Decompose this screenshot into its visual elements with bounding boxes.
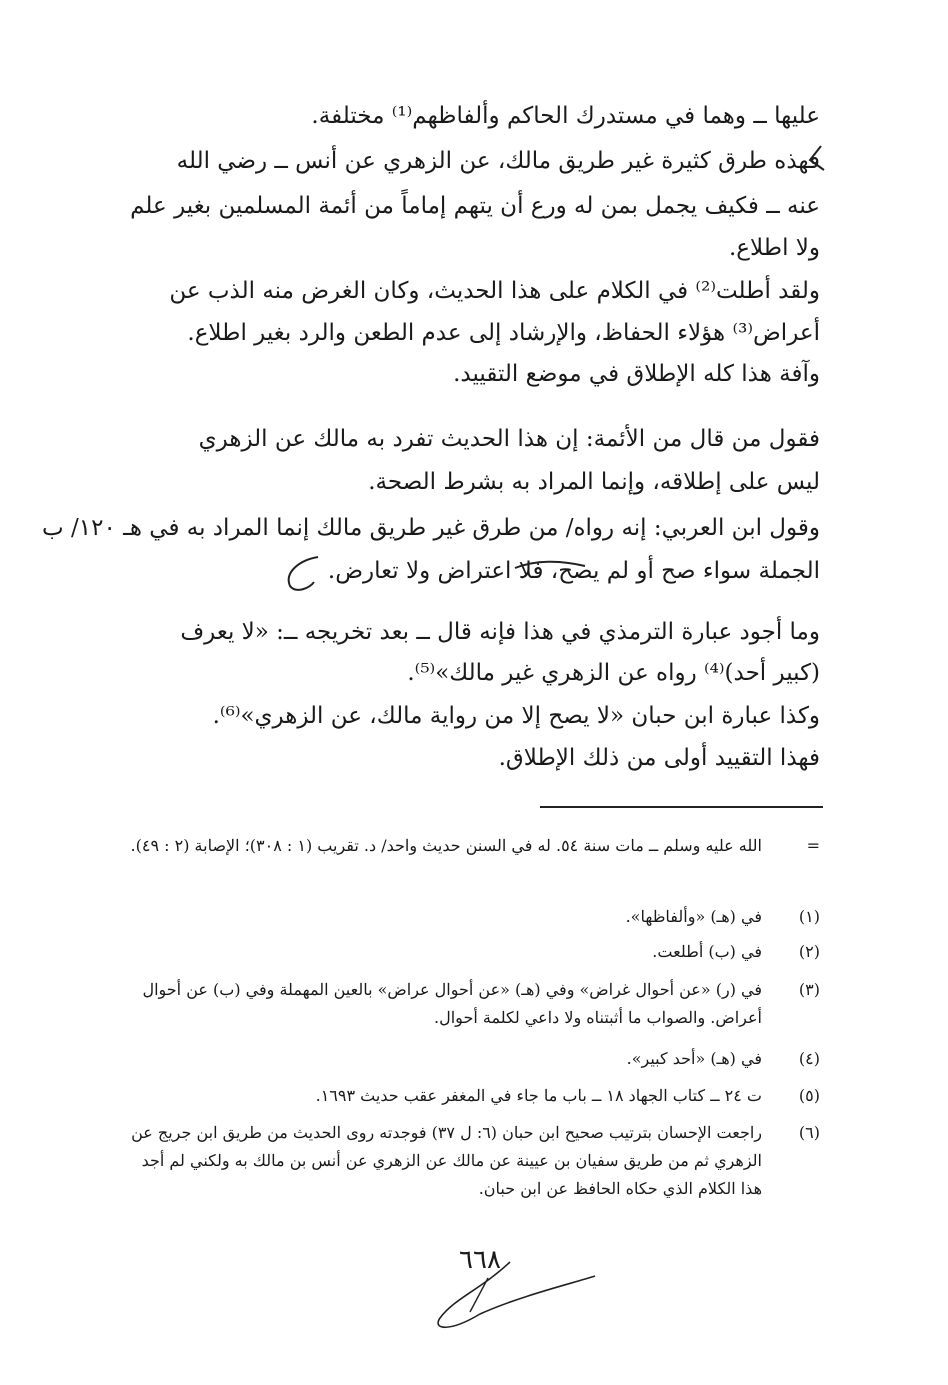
body-line-13: (كبير أحد)⁽⁴⁾ رواه عن الزهري غير مالك»⁽⁵⁾. — [407, 660, 820, 686]
footnote-text: في (هـ) «أحد كبير». — [626, 1049, 762, 1068]
body-line-5: ولقد أطلت⁽²⁾ في الكلام على هذا الحديث، وكان الغرض منه الذب عن — [169, 278, 820, 304]
footnote-text: في (ب) أطلعت. — [652, 942, 762, 961]
footnote-separator — [540, 806, 823, 808]
body-line-1: عليها ــ وهما في مستدرك الحاكم وألفاظهم⁽¹⁾ مختلفة. — [311, 103, 820, 129]
footnote-marker: (٢) — [798, 942, 820, 961]
footnote-5 — [130, 1082, 820, 1112]
footnote-text: في (ر) «عن أحوال غراض» وفي (هـ) «عن أحوال عراض» بالعين المهملة وفي (ب) عن أحوال أعراض. والصواب ما أثبتناه ولا داعي لكلمة أحوال. — [142, 980, 762, 1027]
footnote-marker: (١) — [798, 907, 820, 926]
body-line-11: الجملة سواء صح أو لم يصح، فلا اعتراض ولا تعارض. — [327, 558, 820, 584]
footnote-text: الله عليه وسلم ــ مات سنة ٥٤. له في السنن حديث واحد/ د. تقريب (١ : ٣٠٨)؛ الإصابة (٢ : ٤٩). — [130, 836, 762, 855]
body-line-8: فقول من قال من الأئمة: إن هذا الحديث تفرد به مالك عن الزهري — [198, 426, 820, 452]
footnote-2 — [130, 938, 820, 968]
footnote-text: ت ٢٤ ــ كتاب الجهاد ١٨ ــ باب ما جاء في المغفر عقب حديث ١٦٩٣. — [315, 1086, 762, 1105]
footnote-marker: (٥) — [798, 1086, 820, 1105]
footnote-6 — [130, 1119, 820, 1214]
footnote-marker: (٦) — [798, 1123, 820, 1142]
footnote-4 — [130, 1045, 820, 1075]
body-line-6: أعراض⁽³⁾ هؤلاء الحفاظ، والإرشاد إلى عدم الطعن والرد بغير اطلاع. — [187, 320, 820, 346]
body-line-12: وما أجود عبارة الترمذي في هذا فإنه قال ــ بعد تخريجه ــ: «لا يعرف — [180, 619, 820, 645]
page-number: ٦٦٨ — [459, 1245, 501, 1275]
body-line-9: ليس على إطلاقه، وإنما المراد به بشرط الصحة. — [368, 469, 820, 495]
signature-stroke — [470, 1278, 488, 1312]
footnote-marker: = — [806, 836, 820, 855]
body-line-3: عنه ــ فكيف يجمل بمن له ورع أن يتهم إماماً من أئمة المسلمين بغير علم — [130, 193, 820, 219]
footnote-continuation — [130, 832, 820, 892]
body-line-10: وقول ابن العربي: إنه رواه/ من طرق غير طريق مالك إنما المراد به في هـ ١٢٠/ ب — [42, 515, 820, 541]
body-line-2: فهذه طرق كثيرة غير طريق مالك، عن الزهري عن أنس ــ رضي الله — [176, 148, 820, 174]
footnote-1 — [130, 903, 820, 933]
body-line-7: وآفة هذا كله الإطلاق في موضع التقييد. — [453, 361, 820, 387]
footnote-text: في (هـ) «وألفاظها». — [625, 907, 762, 926]
footnote-marker: (٣) — [798, 980, 820, 999]
body-line-14: وكذا عبارة ابن حبان «لا يصح إلا من رواية مالك، عن الزهري»⁽⁶⁾. — [212, 703, 820, 729]
footnote-text: راجعت الإحسان بترتيب صحيح ابن حبان (٦: ل ٣٧) فوجدته روى الحديث من طريق ابن جريج عن الزهري ثم من طريق سفيان بن عيينة عن مالك عن الزهري عن أنس بن مالك به ولكني لم أجد هذا الكلام الذي حكاه الحافظ عن ابن حبان. — [131, 1123, 762, 1198]
body-line-4: ولا اطلاع. — [729, 235, 820, 261]
footnote-3 — [130, 976, 820, 1036]
footnote-marker: (٤) — [798, 1049, 820, 1068]
body-line-15: فهذا التقييد أولى من ذلك الإطلاق. — [498, 745, 820, 771]
